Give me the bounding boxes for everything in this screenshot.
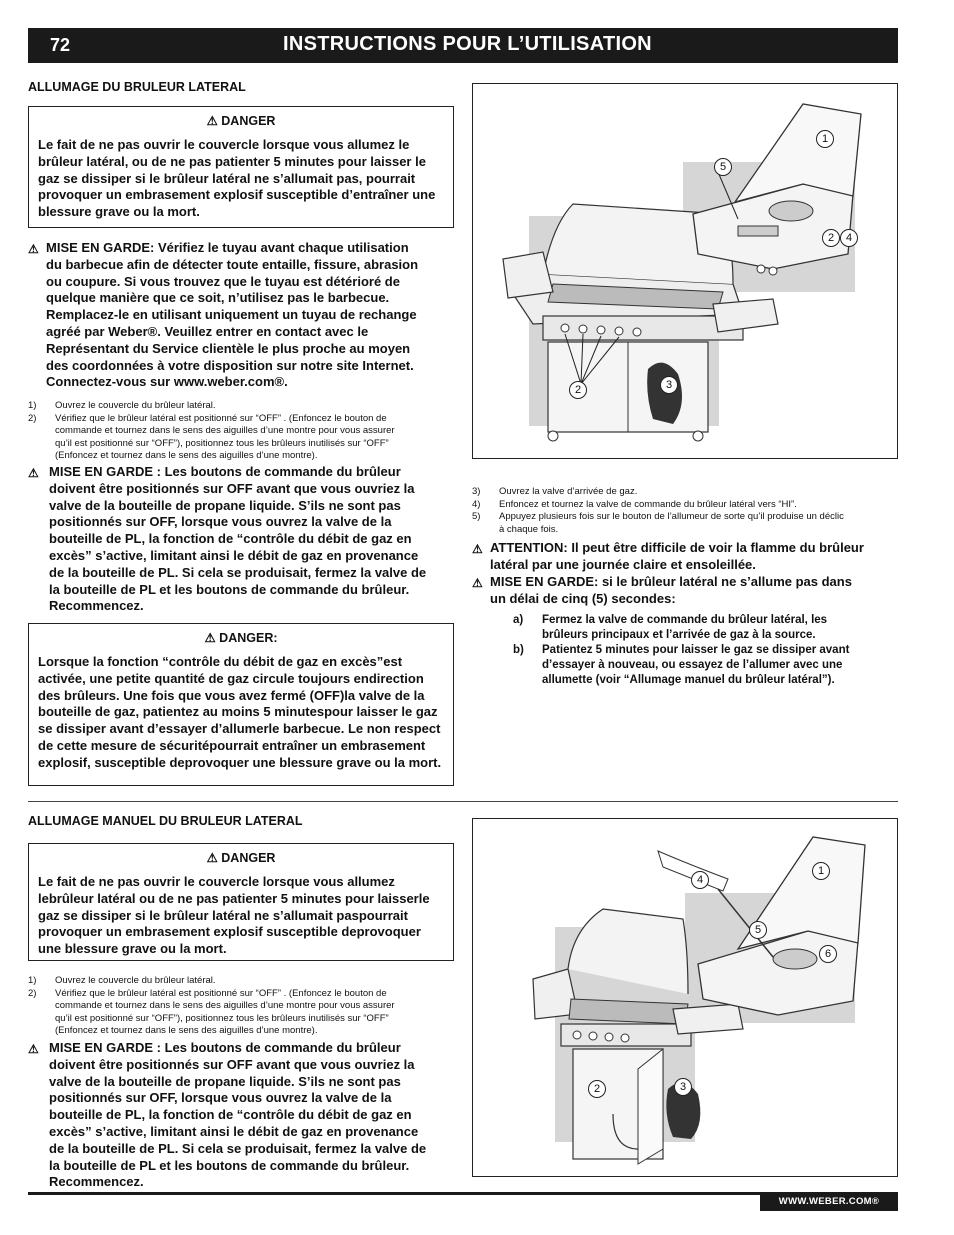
text-line: la bouteille de PL et les boutons de commande du brûleur. (49, 581, 410, 597)
danger-body (38, 874, 444, 958)
list-item (28, 975, 453, 988)
list-text: allumette (voir “Allumage manuel du brûleur latéral”). (542, 674, 835, 686)
list-text: (Enfoncez et tournez dans le sens des aiguilles d’une montre). (55, 1025, 318, 1036)
text-line: doivent être positionnés sur OFF avant que vous ouvriez la (49, 480, 415, 496)
list-item (472, 511, 902, 536)
callout-2: 2 (822, 229, 840, 247)
list-text: Enfoncez et tournez la valve de commande du brûleur latéral vers “HI”. (499, 498, 797, 510)
list-number: 2) (28, 987, 37, 999)
warning-triangle-icon: ⚠ (28, 242, 39, 256)
text-line: est activée, une petite quantité de gaz circule toujours en (38, 654, 403, 686)
warning-hose-check (28, 240, 458, 391)
text-line: excès” s’active, limitant ainsi le débit de gaz en provenance (49, 547, 419, 563)
warning-control-knobs-2 (28, 1040, 458, 1191)
text-line: positionnés sur OFF, lorsque vous ouvrez la valve de la (49, 1090, 392, 1106)
steps-list-2 (28, 975, 453, 1038)
list-number: 4) (472, 498, 481, 510)
list-text: (Enfoncez et tournez dans le sens des aiguilles d’une montre). (55, 450, 318, 461)
callout-1: 1 (816, 130, 834, 148)
list-number: 3) (472, 486, 481, 497)
danger-title: ⚠ DANGER (206, 851, 276, 865)
text-line: MISE EN GARDE : Les boutons de commande du brûleur (49, 464, 401, 479)
list-text: Vérifiez que le brûleur latéral est positionné sur “OFF” . (Enfoncez le bouton de (55, 412, 387, 424)
list-text: Ouvrez le couvercle du brûleur latéral. (55, 400, 216, 411)
text-line: positionnés sur OFF, lorsque vous ouvrez la valve de la (49, 514, 392, 530)
text-line: un délai de cinq (5) secondes: (490, 590, 676, 606)
text-line: le gaz se dissiper si le brûleur latéral ne s’allumait pas (38, 890, 430, 923)
text-line: latéral par une journée claire et ensoleillée. (490, 556, 756, 572)
callout-1: 1 (812, 862, 830, 880)
text-line: des coordonnées à votre disposition sur notre site Internet. (46, 357, 414, 373)
section-divider (28, 801, 898, 802)
list-number: 1) (28, 975, 37, 986)
text-line: ATTENTION: Il peut être difficile de voir la flamme du brûleur (490, 540, 864, 555)
list-item (28, 413, 453, 463)
text-line: le barbecue. Le non respect de cette mesure de sécurité (38, 721, 441, 753)
callout-2: 2 (588, 1080, 606, 1098)
substeps-list (513, 613, 898, 688)
list-number: 2) (28, 412, 37, 424)
list-text: Ouvrez le couvercle du brûleur latéral. (55, 975, 216, 986)
list-text: Ouvrez la valve d’arrivée de gaz. (499, 486, 638, 497)
text-line: Recommencez. (49, 1174, 144, 1190)
text-line: Recommencez. (49, 598, 144, 614)
attention-flame (472, 540, 902, 574)
section1-heading: ALLUMAGE DU BRULEUR LATERAL (28, 80, 246, 94)
text-line: doivent être positionnés sur OFF avant que vous ouvriez la (49, 1056, 415, 1072)
list-text: commande et tournez dans le sens des aiguilles d’une montre pour vous assurer (55, 1000, 395, 1011)
danger-body (38, 654, 444, 772)
callout-2b: 2 (569, 381, 587, 399)
text-line: MISE EN GARDE : Les boutons de commande du brûleur (49, 1040, 401, 1055)
text-line: excès” s’active, limitant ainsi le débit de gaz en provenance (49, 1123, 419, 1139)
footer-url: WWW.WEBER.COM® (760, 1192, 898, 1211)
list-item (472, 486, 902, 499)
steps-list-right (472, 486, 902, 536)
text-line: valve de la bouteille de propane liquide. S’ils ne sont pas (49, 497, 401, 513)
warning-triangle-icon: ⚠ (204, 631, 216, 645)
list-number: a) (513, 614, 524, 626)
text-line: brûleur latéral ou de ne pas patienter 5 minutes pour laisser (48, 890, 419, 906)
figure-manual-lighting (472, 818, 898, 1177)
list-item (28, 988, 453, 1038)
text-line: bouteille de PL, la fonction de “contrôle du débit de gaz en (49, 1107, 412, 1123)
text-line: provoquer une blessure grave ou la mort. (38, 924, 421, 957)
callout-5: 5 (714, 158, 732, 176)
warning-triangle-icon: ⚠ (28, 466, 39, 480)
text-line: valve de la bouteille de propane liquide. S’ils ne sont pas (49, 1073, 401, 1089)
grill-illustration (473, 84, 898, 459)
warning-triangle-icon: ⚠ (28, 1042, 39, 1056)
warning-control-knobs (28, 464, 458, 615)
text-line: Représentant du Service clientèle le plus proche au moyen (46, 340, 411, 356)
callout-3: 3 (660, 376, 678, 394)
list-item (513, 643, 898, 688)
list-item (513, 613, 898, 643)
callout-3: 3 (674, 1078, 692, 1096)
figure-side-burner-lighting (472, 83, 898, 459)
list-number: 1) (28, 400, 37, 411)
list-text: qu’il est positionné sur “OFF”), positionnez tous les brûleurs inutilisés sur “OFF” (55, 1012, 389, 1024)
list-text: Vérifiez que le brûleur latéral est positionné sur “OFF” . (Enfoncez le bouton de (55, 987, 387, 999)
list-text: commande et tournez dans le sens des aiguilles d’une montre pour vous assurer (55, 425, 395, 436)
list-number: b) (513, 644, 524, 656)
list-text: Patientez 5 minutes pour laisser le gaz se dissiper avant (542, 644, 850, 656)
page-header (28, 28, 898, 63)
danger-title: ⚠ DANGER (206, 114, 276, 128)
list-text: d’essayer à nouveau, ou essayez de l’allumer avec une (542, 659, 843, 671)
danger-title: ⚠ DANGER: (204, 631, 278, 645)
grill-manual-illustration (473, 819, 898, 1177)
callout-4: 4 (691, 871, 709, 889)
danger-box-1 (28, 106, 454, 228)
text-line: de la bouteille de PL. Si cela se produisait, fermez la valve de (49, 1140, 427, 1156)
text-line: Le fait de ne pas ouvrir le couvercle lorsque vous allumez le (38, 874, 395, 906)
section2-heading: ALLUMAGE MANUEL DU BRULEUR LATERAL (28, 814, 303, 828)
list-text: qu’il est positionné sur “OFF”), positionnez tous les brûleurs inutilisés sur “OFF” (55, 437, 389, 449)
list-text: Fermez la valve de commande du brûleur latéral, les (542, 614, 828, 626)
warning-triangle-icon: ⚠ (206, 114, 218, 128)
text-line: la valve de la bouteille de gaz, patientez au moins 5 minutes (38, 687, 425, 720)
list-text: à chaque fois. (499, 523, 559, 535)
text-line: direction des brûleurs. Une fois que vous avez fermé (OFF) (38, 670, 424, 703)
text-line: pourrait provoquer un embrasement explosif susceptible de (38, 907, 408, 940)
page-title: INSTRUCTIONS POUR L’UTILISATION (283, 33, 652, 55)
list-item (472, 499, 902, 512)
callout-6: 6 (819, 945, 837, 963)
page-number: 72 (50, 35, 71, 55)
text-line: MISE EN GARDE: Vérifiez le tuyau avant chaque utilisation (46, 240, 409, 255)
list-text: Appuyez plusieurs fois sur le bouton de l’allumeur de sorte qu’il produise un déclic (499, 511, 844, 522)
warning-triangle-icon: ⚠ (472, 576, 483, 590)
text-line: ou coupure. Si vous trouvez que le tuyau est détérioré de (46, 273, 400, 289)
steps-list-1 (28, 400, 453, 463)
text-line: du barbecue afin de détecter toute entaille, fissure, abrasion (46, 256, 419, 272)
list-item (28, 400, 453, 413)
danger-box-3 (28, 843, 454, 961)
text-line: Connectez-vous sur www.weber.com®. (46, 374, 288, 390)
warning-triangle-icon: ⚠ (206, 851, 218, 865)
text-line: de la bouteille de PL. Si cela se produisait, fermez la valve de (49, 564, 427, 580)
text-line: Lorsque la fonction “contrôle du débit de gaz en excès” (38, 654, 384, 669)
text-line: Remplacez-le en utilisant uniquement un tuyau de rechange (46, 307, 417, 323)
list-text: brûleurs principaux et l’arrivée de gaz à la source. (542, 629, 816, 641)
text-line: la bouteille de PL et les boutons de commande du brûleur. (49, 1157, 410, 1173)
warning-no-ignite (472, 574, 902, 608)
text-line: agréé par Weber®. Veuillez entrer en contact avec le (46, 323, 369, 339)
text-line: provoquer une blessure grave ou la mort. (184, 754, 442, 770)
danger-box-2 (28, 623, 454, 786)
text-line: pourrait entraîner un embrasement explosif, susceptible de (38, 737, 426, 770)
danger-body: Le fait de ne pas ouvrir le couvercle lorsque vous allumez le brûleur latéral, ou de ne pas patienter 5 minutes pour laisser le gaz se dissiper si le brûleur latéral ne s’allumait pas, pourrait provoquer un embrasement explosif susceptible d’entraîner une blessure grave ou la mort. (38, 137, 436, 220)
text-line: bouteille de PL, la fonction de “contrôle du débit de gaz en (49, 531, 412, 547)
callout-4: 4 (840, 229, 858, 247)
list-number: 5) (472, 511, 481, 522)
text-line: MISE EN GARDE: si le brûleur latéral ne s’allume pas dans (490, 574, 852, 589)
callout-5: 5 (749, 921, 767, 939)
text-line: pour laisser le gaz se dissiper avant d’essayer d’allumer (38, 704, 438, 737)
text-line: quelque manière que ce soit, n’utilisez pas le barbecue. (46, 290, 390, 306)
warning-triangle-icon: ⚠ (472, 542, 483, 556)
